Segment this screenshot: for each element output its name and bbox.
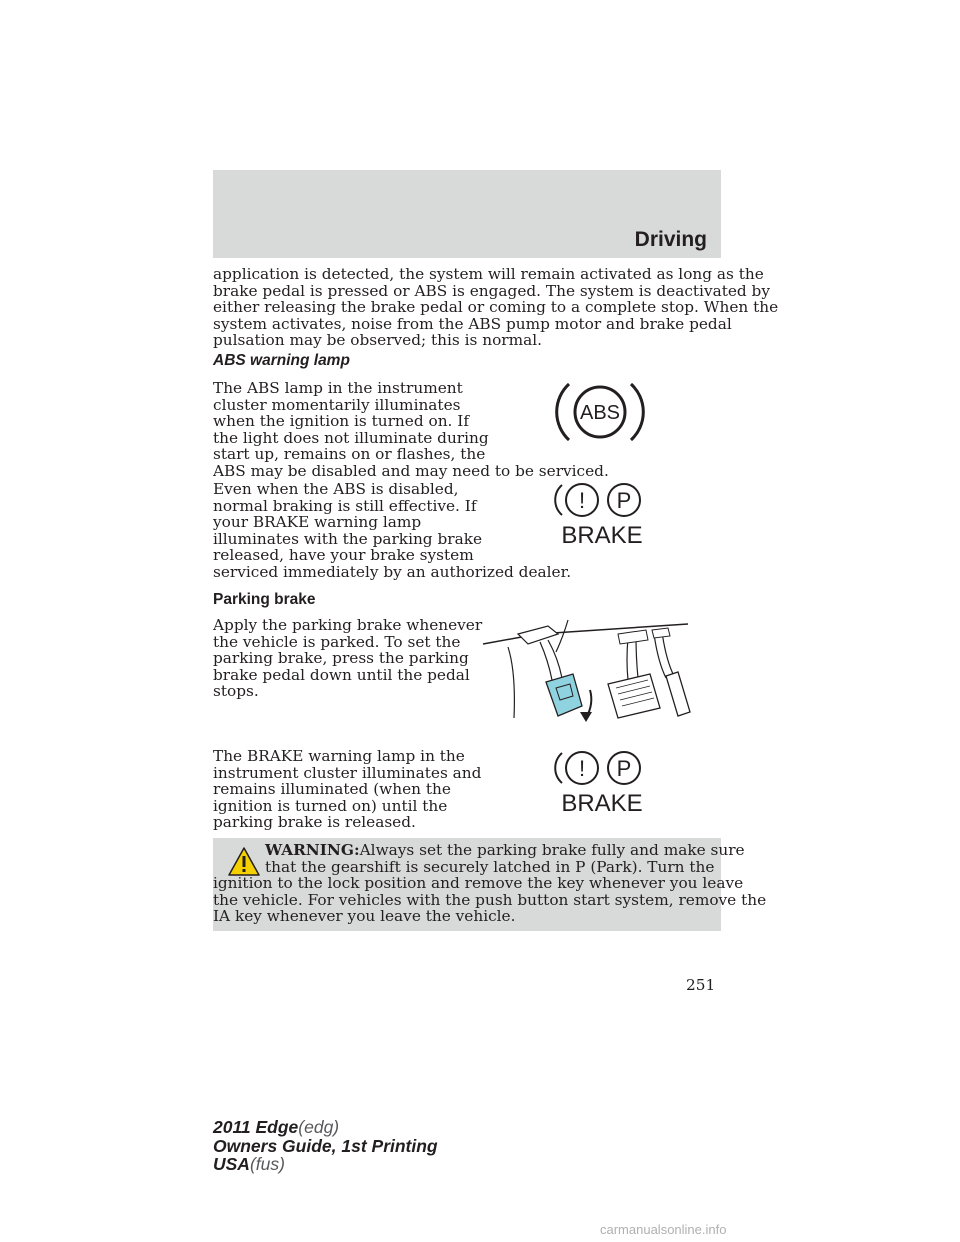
- p-glyph: P: [616, 756, 632, 781]
- park-arm-left: [540, 642, 552, 680]
- footer-model: 2011 Edge: [213, 1117, 299, 1137]
- footer-market: USA: [213, 1154, 250, 1174]
- text-line: Even when the ABS is disabled,: [213, 480, 459, 498]
- accelerator-pedal-pad: [666, 672, 690, 716]
- brake-lamp-label: BRAKE: [561, 522, 643, 548]
- text-line: released, have your brake system: [213, 546, 474, 565]
- text-line: The BRAKE warning lamp in the: [213, 747, 465, 765]
- footer: [213, 1118, 438, 1174]
- text-line: stops.: [213, 682, 259, 701]
- footer-line-3: [213, 1155, 438, 1174]
- brake-pivot: [618, 630, 648, 644]
- text-line: ignition is turned on) until the: [213, 796, 448, 815]
- text-line: system activates, noise from the ABS pump motor and brake pedal: [213, 314, 732, 333]
- abs-left-arc: [557, 384, 569, 440]
- text-line: when the ignition is turned on. If: [213, 412, 469, 431]
- brake-paragraph: [213, 481, 571, 581]
- text-line: that the gearshift is securely latched in P (Park). Turn the: [265, 857, 715, 876]
- brake-lamp-label: BRAKE: [561, 790, 643, 816]
- text-line: Apply the parking brake whenever: [213, 616, 483, 634]
- text-line: parking brake, press the parking: [213, 649, 469, 668]
- pedal-bracket: [518, 626, 558, 644]
- text-line: remains illuminated (when the: [213, 780, 451, 799]
- brake-warning-lamp-icon: [552, 748, 652, 816]
- warning-first-text: Always set the parking brake fully and make sure: [359, 841, 745, 859]
- abs-heading: ABS warning lamp: [213, 352, 350, 369]
- dash-curve: [556, 620, 568, 652]
- text-line: serviced immediately by an authorized dealer.: [213, 562, 572, 581]
- brake-arm-left: [627, 638, 628, 680]
- text-line: normal braking is still effective. If: [213, 496, 477, 515]
- brake-arm-right: [636, 636, 638, 678]
- text-line: either releasing the brake pedal or coming to a complete stop. When the: [213, 298, 779, 317]
- accel-arm-right: [662, 632, 674, 676]
- footer-market-code: (fus): [249, 1154, 285, 1174]
- text-line: application is detected, the system will remain activated as long as the: [213, 265, 764, 283]
- abs-lamp-label: ABS: [579, 402, 621, 424]
- text-line: IA key whenever you leave the vehicle.: [213, 907, 516, 926]
- exclaim-arc: [555, 753, 562, 783]
- push-arrow-head: [580, 712, 592, 722]
- warning-first-line: [213, 842, 766, 859]
- text-line: the light does not illuminate during: [213, 428, 489, 447]
- brake-lamp-paragraph: [213, 748, 481, 831]
- exclaim-glyph: !: [578, 756, 586, 781]
- parking-brake-heading: Parking brake: [213, 591, 316, 608]
- kick-panel-line: [508, 647, 514, 718]
- intro-paragraph: [213, 266, 778, 349]
- abs-right-arc: [631, 384, 643, 440]
- parking-paragraph: [213, 617, 482, 700]
- text-line: start up, remains on or flashes, the: [213, 445, 486, 464]
- parking-brake-pad: [546, 674, 582, 716]
- text-line: The ABS lamp in the instrument: [213, 379, 463, 397]
- text-line: brake pedal down until the pedal: [213, 665, 470, 684]
- header-band: [213, 170, 721, 258]
- text-line: brake pedal is pressed or ABS is engaged. The system is deactivated by: [213, 281, 770, 300]
- warning-box: [213, 838, 767, 931]
- section-title: Driving: [634, 228, 707, 251]
- brake-pedal-pad: [608, 674, 660, 718]
- text-line: parking brake is released.: [213, 813, 416, 832]
- warning-label: WARNING:: [265, 841, 360, 859]
- accel-pivot: [652, 628, 670, 638]
- footer-line-1: [213, 1118, 438, 1137]
- text-line: cluster momentarily illuminates: [213, 395, 461, 414]
- text-line: instrument cluster illuminates and: [213, 763, 482, 782]
- exclaim-arc: [555, 485, 562, 515]
- footer-line-2: [213, 1137, 438, 1156]
- text-line: ABS may be disabled and may need to be serviced.: [213, 461, 609, 480]
- abs-warning-lamp-icon: [555, 378, 645, 446]
- watermark: carmanualsonline.info: [600, 1222, 727, 1237]
- footer-model-code: (edg): [298, 1117, 340, 1137]
- warning-text: [213, 842, 766, 925]
- text-line: your BRAKE warning lamp: [213, 513, 422, 532]
- text-line: illuminates with the parking brake: [213, 529, 483, 548]
- abs-paragraph: [213, 380, 609, 480]
- text-line: the vehicle is parked. To set the: [213, 632, 461, 651]
- p-glyph: P: [616, 488, 632, 513]
- text-line: pulsation may be observed; this is normal.: [213, 331, 542, 350]
- page-number: 251: [686, 976, 716, 994]
- text-line: the vehicle. For vehicles with the push button start system, remove the: [213, 890, 767, 909]
- brake-warning-lamp-icon: [552, 480, 652, 548]
- footer-printing: Owners Guide, 1st Printing: [213, 1135, 438, 1156]
- accel-arm-left: [654, 634, 666, 678]
- parking-brake-pedal-illustration: [478, 612, 693, 724]
- text-line: ignition to the lock position and remove the key whenever you leave: [213, 874, 744, 893]
- exclaim-glyph: !: [578, 488, 586, 513]
